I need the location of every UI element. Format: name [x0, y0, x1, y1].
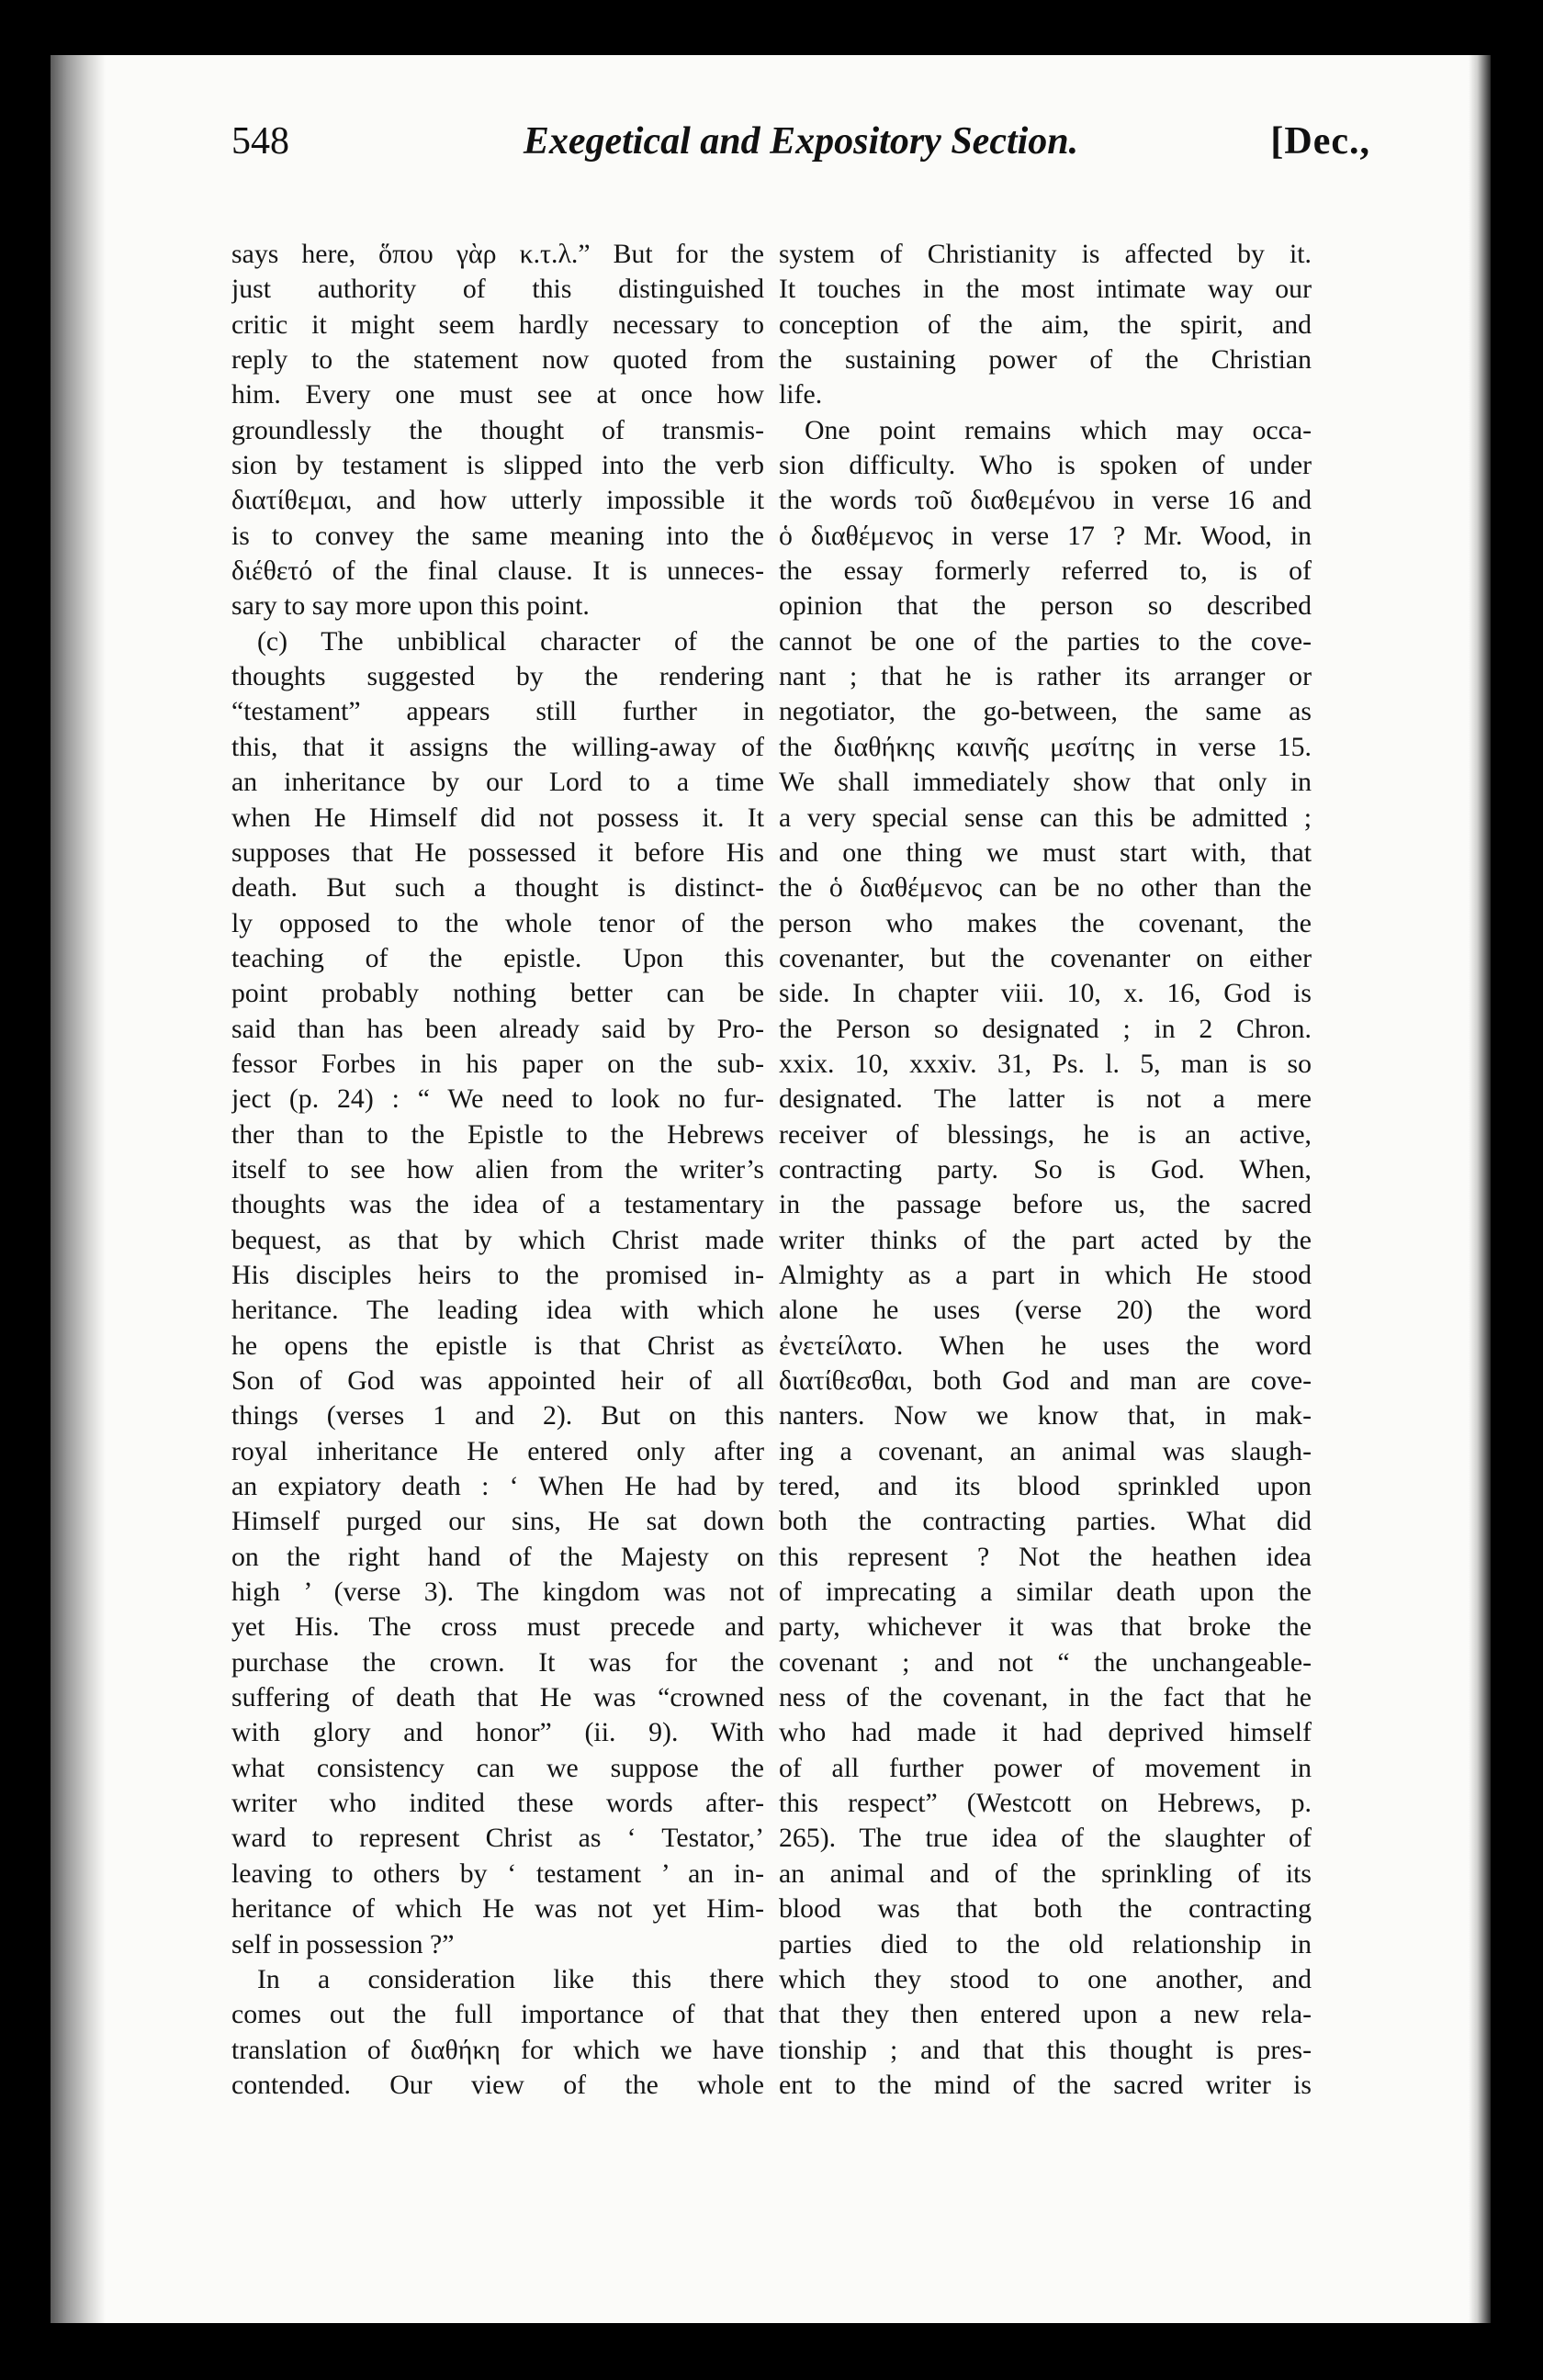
text-line: Son of God was appointed heir of all: [231, 1365, 764, 1396]
text-line: and one thing we must start with, that: [779, 836, 1312, 868]
text-line: is to convey the same meaning into the: [231, 520, 764, 551]
text-line: death. But such a thought is distinct-: [231, 872, 764, 904]
text-line: of imprecating a similar death upon the: [779, 1577, 1312, 1608]
text-line: thoughts suggested by the rendering: [231, 661, 764, 692]
text-line: who had made it had deprived himself: [779, 1717, 1312, 1748]
text-line: says here, ὅπου γὰρ κ.τ.λ.” But for the: [231, 239, 764, 269]
text-line: contracting party. So is God. When,: [779, 1153, 1312, 1184]
text-line: bequest, as that by which Christ made: [231, 1224, 764, 1255]
text-line: covenanter, but the covenanter on either: [779, 942, 1312, 973]
text-line: he opens the epistle is that Christ as: [231, 1330, 764, 1361]
text-line: system of Christianity is affected by it.: [779, 239, 1312, 269]
text-line: that they then entered upon a new rela-: [779, 1999, 1312, 2030]
text-line: the essay formerly referred to, is of: [779, 556, 1312, 587]
text-line: tionship ; and that this thought is pres-: [779, 2034, 1312, 2065]
text-line: cannot be one of the parties to the cove-: [779, 625, 1312, 657]
text-line: when He Himself did not possess it. It: [231, 802, 764, 833]
text-line: what consistency can we suppose the: [231, 1752, 764, 1783]
text-line: We shall immediately show that only in: [779, 767, 1312, 798]
text-line: this represent ? Not the heathen idea: [779, 1541, 1312, 1572]
book-spine-shadow: [51, 55, 106, 2323]
text-line: nanters. Now we know that, in mak-: [779, 1400, 1312, 1431]
text-line: ing a covenant, an animal was slaugh-: [779, 1435, 1312, 1466]
text-line: purchase the crown. It was for the: [231, 1646, 764, 1678]
text-line: ness of the covenant, in the fact that he: [779, 1682, 1312, 1713]
right-column: [779, 237, 1312, 2103]
text-line: 265). The true idea of the slaughter of: [779, 1823, 1312, 1854]
text-line: on the right hand of the Majesty on: [231, 1541, 764, 1572]
text-line: teaching of the epistle. Upon this: [231, 942, 764, 973]
text-line: conception of the aim, the spirit, and: [779, 309, 1312, 340]
text-line: contended. Our view of the whole: [231, 2069, 764, 2100]
text-line: receiver of blessings, he is an active,: [779, 1118, 1312, 1150]
text-line: ly opposed to the whole tenor of the: [231, 907, 764, 938]
text-line: royal inheritance He entered only after: [231, 1435, 764, 1466]
text-line: parties died to the old relationship in: [779, 1928, 1312, 1959]
text-line: sary to say more upon this point.: [231, 590, 590, 622]
text-line: the sustaining power of the Christian: [779, 344, 1312, 376]
text-line: ὁ διαθέμενος in verse 17 ? Mr. Wood, in: [779, 520, 1312, 551]
text-line: of all further power of movement in: [779, 1752, 1312, 1783]
text-line: Almighty as a part in which He stood: [779, 1259, 1312, 1290]
text-line: In a consideration like this there: [257, 1963, 764, 1994]
text-line: heritance of which He was not yet Him-: [231, 1893, 764, 1925]
text-line: translation of διαθήκη for which we have: [231, 2034, 764, 2065]
text-line: which they stood to one another, and: [779, 1963, 1312, 1994]
text-line: groundlessly the thought of transmis-: [231, 414, 764, 445]
text-line: tered, and its blood sprinkled upon: [779, 1471, 1312, 1502]
text-line: blood was that both the contracting: [779, 1893, 1312, 1925]
text-line: person who makes the covenant, the: [779, 907, 1312, 938]
text-line: an inheritance by our Lord to a time: [231, 767, 764, 798]
text-line: One point remains which may occa-: [805, 414, 1312, 445]
text-line: life.: [779, 379, 823, 410]
text-line: sion difficulty. Who is spoken of under: [779, 450, 1312, 481]
text-line: reply to the statement now quoted from: [231, 344, 764, 376]
running-date: [Dec.,: [1270, 120, 1370, 163]
text-line: point probably nothing better can be: [231, 978, 764, 1009]
text-line: διατίθεσθαι, both God and man are cove-: [779, 1365, 1312, 1396]
text-line: the Person so designated ; in 2 Chron.: [779, 1013, 1312, 1044]
text-line: comes out the full importance of that: [231, 1999, 764, 2030]
text-line: His disciples heirs to the promised in-: [231, 1259, 764, 1290]
text-line: a very special sense can this be admitted ;: [779, 802, 1312, 833]
text-line: the words τοῦ διαθεμένου in verse 16 and: [779, 485, 1312, 516]
text-line: alone he uses (verse 20) the word: [779, 1295, 1312, 1326]
text-line: party, whichever it was that broke the: [779, 1611, 1312, 1643]
page-edge-shadow: [1469, 55, 1491, 2323]
left-column: [231, 237, 764, 2103]
text-line: (c) The unbiblical character of the: [257, 625, 764, 657]
text-line: him. Every one must see at once how: [231, 379, 764, 410]
text-line: sion by testament is slipped into the verb: [231, 450, 764, 481]
text-line: supposes that He possessed it before His: [231, 836, 764, 868]
text-line: side. In chapter viii. 10, x. 16, God is: [779, 978, 1312, 1009]
text-line: critic it might seem hardly necessary to: [231, 309, 764, 340]
text-line: xxix. 10, xxxiv. 31, Ps. l. 5, man is so: [779, 1048, 1312, 1079]
text-line: this, that it assigns the willing-away of: [231, 731, 764, 762]
text-line: Himself purged our sins, He sat down: [231, 1506, 764, 1537]
text-line: thoughts was the idea of a testamentary: [231, 1189, 764, 1220]
text-line: itself to see how alien from the writer’s: [231, 1153, 764, 1184]
text-line: yet His. The cross must precede and: [231, 1611, 764, 1643]
text-line: ward to represent Christ as ‘ Testator,’: [231, 1823, 764, 1854]
text-line: with glory and honor” (ii. 9). With: [231, 1717, 764, 1748]
text-line: ther than to the Epistle to the Hebrews: [231, 1118, 764, 1150]
running-title: Exegetical and Expository Section.: [523, 120, 1079, 163]
text-line: writer thinks of the part acted by the: [779, 1224, 1312, 1255]
text-line: an animal and of the sprinkling of its: [779, 1858, 1312, 1889]
page-number: 548: [231, 120, 289, 163]
text-line: negotiator, the go-between, the same as: [779, 696, 1312, 727]
text-line: “testament” appears still further in: [231, 696, 764, 727]
text-line: things (verses 1 and 2). But on this: [231, 1400, 764, 1431]
text-line: ject (p. 24) : “ We need to look no fur-: [231, 1083, 764, 1115]
text-line: ent to the mind of the sacred writer is: [779, 2069, 1312, 2100]
text-line: high ’ (verse 3). The kingdom was not: [231, 1577, 764, 1608]
text-line: an expiatory death : ‘ When He had by: [231, 1471, 764, 1502]
text-line: said than has been already said by Pro-: [231, 1013, 764, 1044]
text-line: leaving to others by ‘ testament ’ an in-: [231, 1858, 764, 1889]
text-line: both the contracting parties. What did: [779, 1506, 1312, 1537]
text-line: just authority of this distinguished: [231, 274, 764, 305]
text-line: covenant ; and not “ the unchangeable-: [779, 1646, 1312, 1678]
running-header: [231, 119, 1370, 174]
text-line: the διαθήκης καινῆς μεσίτης in verse 15.: [779, 731, 1312, 762]
text-line: ἐνετείλατο. When he uses the word: [779, 1330, 1312, 1361]
text-line: writer who indited these words after-: [231, 1788, 764, 1819]
text-line: nant ; that he is rather its arranger or: [779, 661, 1312, 692]
text-line: fessor Forbes in his paper on the sub-: [231, 1048, 764, 1079]
text-line: in the passage before us, the sacred: [779, 1189, 1312, 1220]
text-line: this respect” (Westcott on Hebrews, p.: [779, 1788, 1312, 1819]
text-line: opinion that the person so described: [779, 590, 1312, 622]
text-line: διατίθεμαι, and how utterly impossible it: [231, 485, 764, 516]
text-line: suffering of death that He was “crowned: [231, 1682, 764, 1713]
text-line: διέθετό of the final clause. It is unneces-: [231, 556, 764, 587]
text-line: self in possession ?”: [231, 1928, 455, 1959]
text-line: designated. The latter is not a mere: [779, 1083, 1312, 1115]
text-line: It touches in the most intimate way our: [779, 274, 1312, 305]
text-line: heritance. The leading idea with which: [231, 1295, 764, 1326]
text-line: the ὁ διαθέμενος can be no other than the: [779, 872, 1312, 904]
